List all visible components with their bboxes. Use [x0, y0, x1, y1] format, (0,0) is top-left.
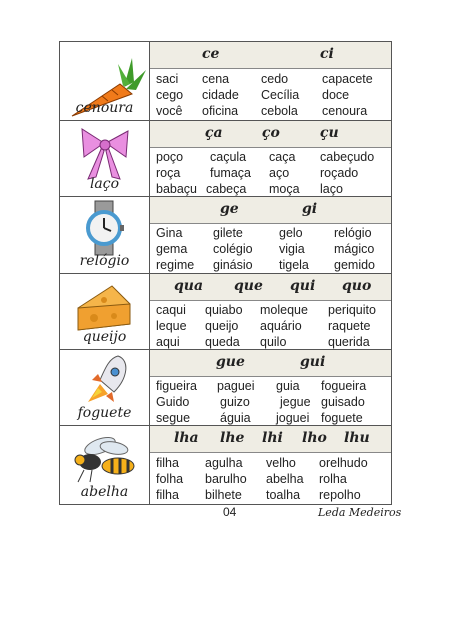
word: saci: [156, 72, 179, 86]
word: Gina: [156, 226, 183, 240]
word: raquete: [328, 319, 371, 333]
picture-label: cenoura: [75, 100, 134, 116]
syllable: lha: [174, 430, 199, 446]
word: cena: [202, 72, 230, 86]
word: segue: [156, 411, 191, 425]
picture-cell: [60, 350, 150, 425]
syllable-header: [150, 121, 391, 148]
word: abelha: [266, 472, 304, 486]
word: filha: [156, 488, 179, 502]
word-list: [150, 301, 391, 349]
picture-label: foguete: [77, 405, 132, 421]
syllable: qua: [174, 278, 204, 294]
syllable: quo: [342, 278, 372, 294]
syllable: que: [234, 278, 263, 294]
word: babaçu: [156, 182, 198, 196]
word: cego: [156, 88, 184, 102]
word: Guido: [156, 395, 190, 409]
word: repolho: [319, 488, 361, 502]
word: aqui: [156, 335, 180, 349]
word: quilo: [260, 335, 287, 349]
picture-cell: [60, 274, 150, 349]
word: bilhete: [205, 488, 242, 502]
word: você: [156, 104, 183, 118]
word: queda: [205, 335, 240, 349]
syllable: lhe: [220, 430, 245, 446]
word-list: [150, 453, 391, 504]
author-signature: Leda Medeiros: [318, 506, 402, 519]
word: joguei: [276, 411, 310, 425]
syllable: ço: [262, 125, 280, 141]
picture-label: laço: [89, 176, 120, 192]
word-list: [150, 377, 391, 425]
word: orelhudo: [319, 456, 368, 470]
picture-cell: [60, 426, 150, 504]
word: aquário: [260, 319, 302, 333]
word: gema: [156, 242, 188, 256]
word: tigela: [279, 258, 309, 272]
syllable-header: [150, 426, 391, 453]
picture-cell: [60, 42, 150, 120]
word: caqui: [156, 303, 186, 317]
word: cedo: [261, 72, 289, 86]
group-queijo: [59, 273, 392, 350]
word: querida: [328, 335, 370, 349]
word: cabeça: [206, 182, 247, 196]
word: vigia: [279, 242, 305, 256]
word: gemido: [334, 258, 375, 272]
word: guizo: [220, 395, 250, 409]
word: filha: [156, 456, 179, 470]
word: folha: [156, 472, 184, 486]
word-list: [150, 69, 391, 120]
word: fogueira: [321, 379, 367, 393]
syllable: lhu: [344, 430, 370, 446]
syllable-header: [150, 350, 391, 377]
word: paguei: [217, 379, 255, 393]
picture-label: abelha: [80, 484, 129, 500]
word: jegue: [280, 395, 311, 409]
word: laço: [320, 182, 343, 196]
syllable: çu: [320, 125, 339, 141]
word: agulha: [205, 456, 243, 470]
word: rolha: [319, 472, 347, 486]
word: moleque: [260, 303, 308, 317]
word: Cecília: [261, 88, 300, 102]
word: quiabo: [205, 303, 243, 317]
word: fumaça: [210, 166, 251, 180]
word: colégio: [213, 242, 253, 256]
word: cenoura: [322, 104, 368, 118]
word: águia: [220, 411, 251, 425]
picture-label: queijo: [82, 329, 127, 345]
syllable: qui: [290, 278, 316, 294]
syllable-header: [150, 274, 391, 301]
syllable: gue: [216, 354, 245, 370]
syllable: lho: [302, 430, 327, 446]
word: poço: [156, 150, 184, 164]
word: guia: [276, 379, 300, 393]
word: guisado: [321, 395, 365, 409]
syllable: ce: [202, 46, 220, 62]
group-laco: [59, 120, 392, 197]
syllable: lhi: [262, 430, 283, 446]
word: leque: [156, 319, 187, 333]
syllable: ge: [220, 201, 239, 217]
word-list: [150, 148, 391, 196]
word: barulho: [205, 472, 247, 486]
word-list: [150, 224, 391, 273]
group-cenoura: [59, 41, 392, 121]
word: velho: [266, 456, 296, 470]
word: toalha: [266, 488, 301, 502]
word: moça: [269, 182, 300, 196]
group-foguete: [59, 349, 392, 426]
word: caçula: [210, 150, 247, 164]
syllable: gui: [300, 354, 326, 370]
word: relógio: [334, 226, 372, 240]
word: doce: [322, 88, 350, 102]
word: oficina: [202, 104, 239, 118]
group-relogio: [59, 196, 392, 274]
word: queijo: [205, 319, 239, 333]
picture-cell: [60, 121, 150, 196]
word: roçado: [320, 166, 359, 180]
syllable: ci: [320, 46, 334, 62]
word: gelo: [279, 226, 303, 240]
group-abelha: [59, 425, 392, 505]
page-number: 04: [223, 505, 237, 519]
word: roça: [156, 166, 181, 180]
word: foguete: [321, 411, 363, 425]
word: gilete: [213, 226, 243, 240]
syllable: gi: [302, 201, 318, 217]
word: cabeçudo: [320, 150, 375, 164]
word: regime: [156, 258, 195, 272]
word: cebola: [261, 104, 298, 118]
syllable-header: [150, 42, 391, 69]
word: ginásio: [213, 258, 253, 272]
syllable: ça: [205, 125, 223, 141]
word: periquito: [328, 303, 376, 317]
word: caça: [269, 150, 296, 164]
word: capacete: [322, 72, 373, 86]
word: aço: [269, 166, 290, 180]
word: figueira: [156, 379, 197, 393]
picture-label: relógio: [79, 253, 130, 269]
word: cidade: [202, 88, 239, 102]
syllable-header: [150, 197, 391, 224]
picture-cell: [60, 197, 150, 273]
word: mágico: [334, 242, 375, 256]
